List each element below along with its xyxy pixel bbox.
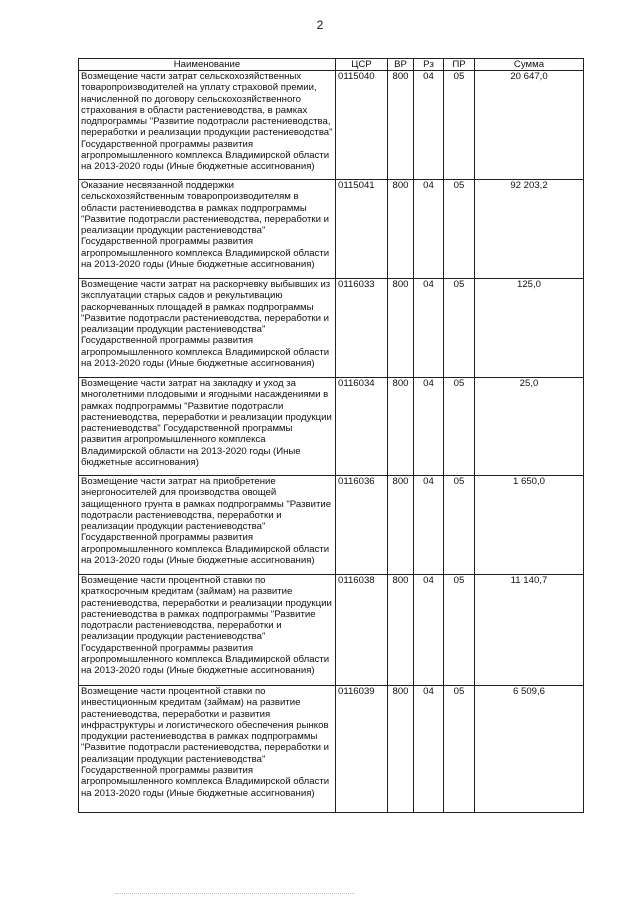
table-row	[79, 476, 584, 575]
cell-pr: 05	[444, 279, 475, 378]
cell-pr: 05	[444, 476, 475, 575]
table-row	[79, 575, 584, 686]
cell-csr: 0116036	[336, 476, 388, 575]
cell-csr: 0116038	[336, 575, 388, 686]
header-csr: ЦСР	[336, 59, 388, 71]
cell-vr: 800	[388, 279, 414, 378]
cell-vr: 800	[388, 575, 414, 686]
cell-name: Возмещение части затрат сельскохозяйственных товаропроизводителей на уплату страховой премии, начисленной по договору сельскохозяйственного страхования в области растениеводства, в рамках подпрограммы "Развитие подотрасли растениеводства, переработки и реализации продукции растениеводства" Государственной программы развития агропромышленного комплекса Владимирской области на 2013-2020 годы (Иные бюджетные ассигнования)	[79, 71, 336, 180]
header-rz: Рз	[414, 59, 444, 71]
header-pr: ПР	[444, 59, 475, 71]
table-row	[79, 686, 584, 813]
cell-vr: 800	[388, 71, 414, 180]
budget-table	[78, 58, 584, 813]
header-name: Наименование	[79, 59, 336, 71]
cell-name: Возмещение части затрат на закладку и уход за многолетними плодовыми и ягодными насаждениями в рамках подпрограммы "Развитие подотрасли растениеводства, переработки и реализации продукции растениеводства" Государственной программы развития агропромышленного комплекса Владимирской области на 2013-2020 годы (Иные бюджетные ассигнования)	[79, 378, 336, 476]
cell-name: Возмещение части процентной ставки по краткосрочным кредитам (займам) на развитие растениеводства, переработки и реализации продукции растениеводства в рамках подпрограммы "Развитие подотрасли растениеводства, переработки и реализации продукции растениеводства" Государственной программы развития агропромышленного комплекса Владимирской области на 2013-2020 годы (Иные бюджетные ассигнования)	[79, 575, 336, 686]
cell-name: Возмещение части затрат на приобретение энергоносителей для производства овощей защищенного грунта в рамках подпрограммы "Развитие подотрасли растениеводства, переработки и реализации продукции растениеводства" Государственной программы развития агропромышленного комплекса Владимирской области на 2013-2020 годы (Иные бюджетные ассигнования)	[79, 476, 336, 575]
cell-vr: 800	[388, 378, 414, 476]
cell-rz: 04	[414, 180, 444, 279]
table-row	[79, 378, 584, 476]
table-row	[79, 279, 584, 378]
table-row	[79, 71, 584, 180]
cell-rz: 04	[414, 476, 444, 575]
header-sum: Сумма	[475, 59, 584, 71]
cell-vr: 800	[388, 686, 414, 813]
cell-sum: 25,0	[475, 378, 584, 476]
cell-pr: 05	[444, 71, 475, 180]
cell-csr: 0115041	[336, 180, 388, 279]
cell-pr: 05	[444, 378, 475, 476]
cell-pr: 05	[444, 686, 475, 813]
cell-rz: 04	[414, 575, 444, 686]
cell-name: Оказание несвязанной поддержки сельскохозяйственным товаропроизводителям в области растениеводства в рамках подпрограммы "Развитие подотрасли растениеводства, переработки и реализации продукции растениеводства" Государственной программы развития агропромышленного комплекса Владимирской области на 2013-2020 годы (Иные бюджетные ассигнования)	[79, 180, 336, 279]
cell-sum: 11 140,7	[475, 575, 584, 686]
cell-sum: 20 647,0	[475, 71, 584, 180]
cell-pr: 05	[444, 575, 475, 686]
scan-artifact-line	[115, 893, 355, 894]
page-number: 2	[316, 18, 324, 32]
cell-rz: 04	[414, 71, 444, 180]
cell-name: Возмещение части процентной ставки по инвестиционным кредитам (займам) на развитие растениеводства, переработки и развития инфраструктуры и логистического обеспечения рынков продукции растениеводства в рамках подпрограммы "Развитие подотрасли растениеводства, переработки и реализации продукции растениеводства" Государственной программы развития агропромышленного комплекса Владимирской области на 2013-2020 годы (Иные бюджетные ассигнования)	[79, 686, 336, 813]
cell-sum: 6 509,6	[475, 686, 584, 813]
header-vr: ВР	[388, 59, 414, 71]
cell-name: Возмещение части затрат на раскорчевку выбывших из эксплуатации старых садов и рекультивацию раскорчеванных площадей в рамках подпрограммы "Развитие подотрасли растениеводства, переработки и реализации продукции растениеводства" Государственной программы развития агропромышленного комплекса Владимирской области на 2013-2020 годы (Иные бюджетные ассигнования)	[79, 279, 336, 378]
cell-vr: 800	[388, 180, 414, 279]
cell-csr: 0116034	[336, 378, 388, 476]
cell-pr: 05	[444, 180, 475, 279]
cell-rz: 04	[414, 279, 444, 378]
cell-sum: 1 650,0	[475, 476, 584, 575]
cell-sum: 92 203,2	[475, 180, 584, 279]
cell-rz: 04	[414, 686, 444, 813]
table-row	[79, 180, 584, 279]
cell-vr: 800	[388, 476, 414, 575]
cell-sum: 125,0	[475, 279, 584, 378]
cell-rz: 04	[414, 378, 444, 476]
cell-csr: 0116033	[336, 279, 388, 378]
cell-csr: 0115040	[336, 71, 388, 180]
table-header-row	[79, 59, 584, 71]
cell-csr: 0116039	[336, 686, 388, 813]
